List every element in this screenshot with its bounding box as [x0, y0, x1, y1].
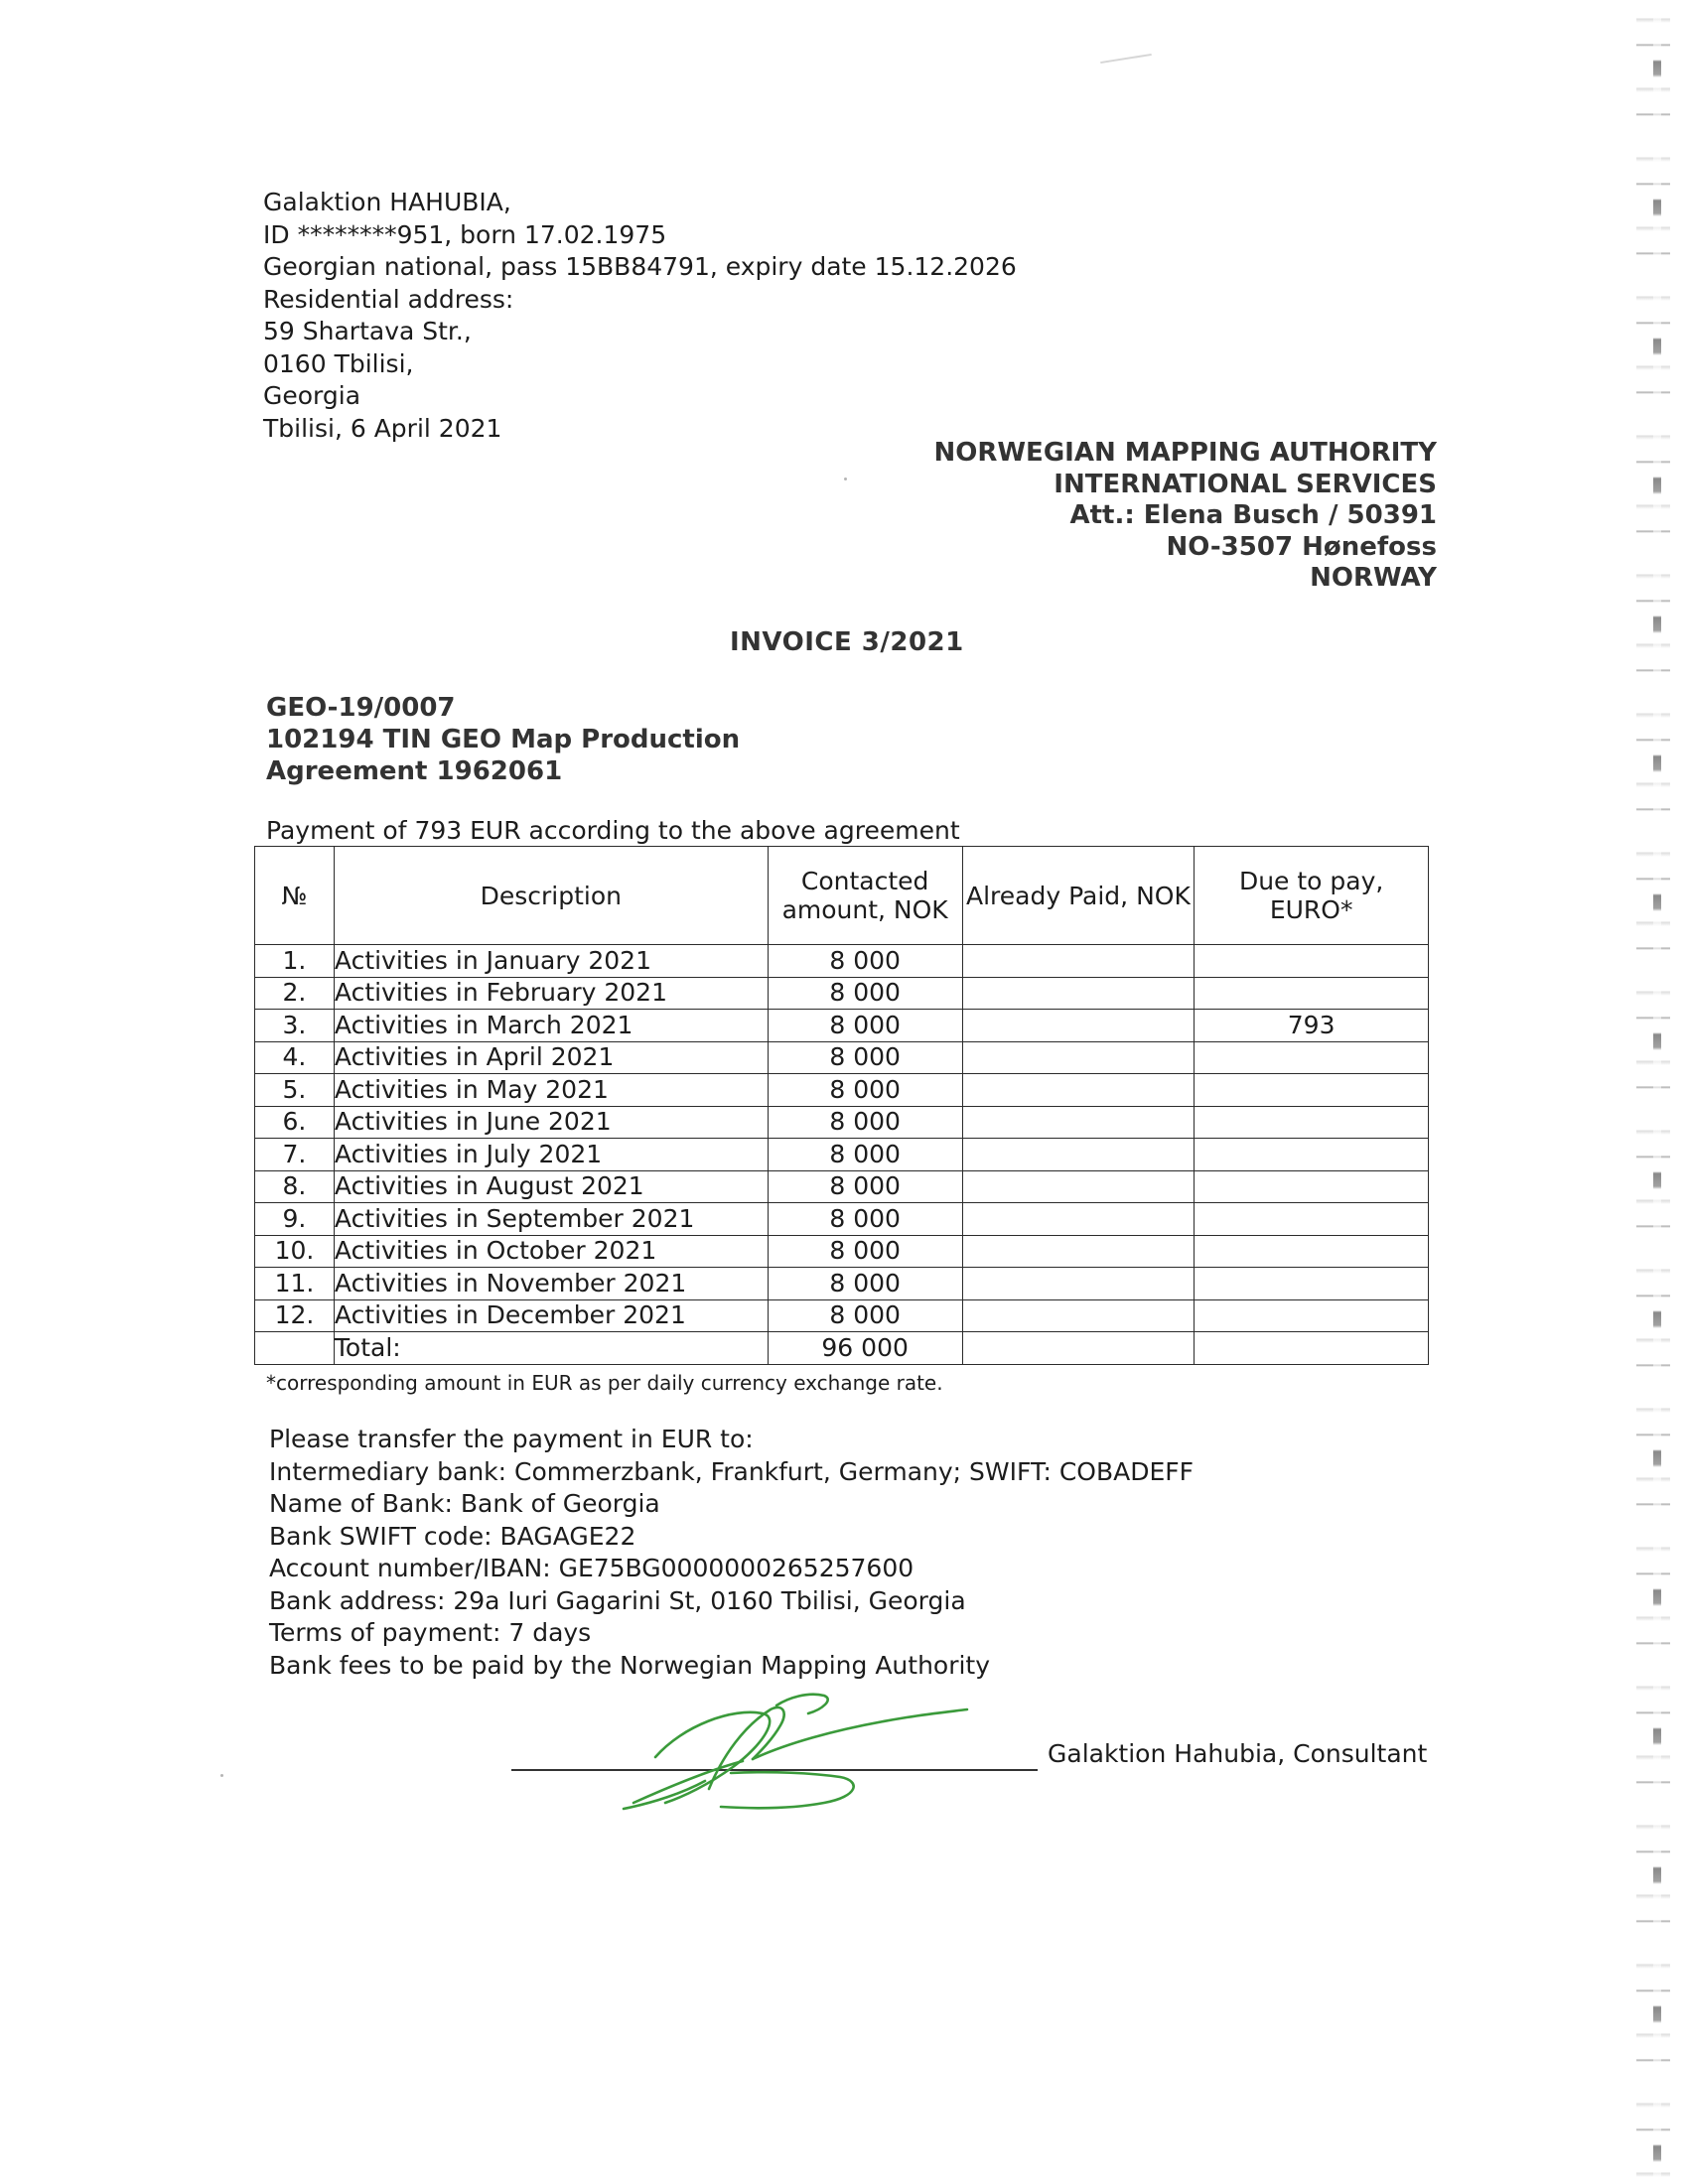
cell-amount: 8 000	[768, 1235, 962, 1268]
cell-already-paid	[962, 1268, 1195, 1300]
cell-due	[1195, 1041, 1429, 1074]
cell-amount: 8 000	[768, 977, 962, 1010]
cell-description: Activities in September 2021	[334, 1203, 768, 1236]
invoice-table	[254, 846, 1429, 1365]
sender-passport: Georgian national, pass 15BB84791, expiry date 15.12.2026	[263, 252, 1017, 281]
cell-amount: 8 000	[768, 1010, 962, 1042]
header-contracted-amount: Contacted amount, NOK	[768, 847, 962, 945]
recipient-attention: Att.: Elena Busch / 50391	[1069, 500, 1437, 530]
cell-amount: 8 000	[768, 1106, 962, 1139]
table-caption: Payment of 793 EUR according to the above agreement	[266, 816, 960, 845]
cell-due: 793	[1195, 1010, 1429, 1042]
total-row	[255, 1332, 1429, 1365]
scan-edge-artifact	[1653, 0, 1661, 2184]
handwritten-signature	[614, 1686, 981, 1815]
cell-number: 5.	[255, 1074, 335, 1107]
cell-already-paid	[962, 1106, 1195, 1139]
table-row	[255, 977, 1429, 1010]
header-already-paid: Already Paid, NOK	[962, 847, 1195, 945]
scan-speck	[844, 478, 847, 480]
table-row	[255, 1203, 1429, 1236]
table-row	[255, 1041, 1429, 1074]
table-row	[255, 945, 1429, 978]
cell-amount: 8 000	[768, 1041, 962, 1074]
cell-description: Activities in October 2021	[334, 1235, 768, 1268]
account-iban: Account number/IBAN: GE75BG0000000265257600	[269, 1554, 914, 1582]
cell-due	[1195, 1268, 1429, 1300]
cell-number: 8.	[255, 1170, 335, 1203]
cell-already-paid	[962, 1010, 1195, 1042]
signer-name: Galaktion Hahubia, Consultant	[1048, 1739, 1428, 1768]
header-number: №	[255, 847, 335, 945]
cell-description: Activities in August 2021	[334, 1170, 768, 1203]
total-cell-number	[255, 1332, 335, 1365]
cell-due	[1195, 1074, 1429, 1107]
bank-address: Bank address: 29a Iuri Gagarini St, 0160 Tbilisi, Georgia	[269, 1585, 966, 1615]
table-row	[255, 1235, 1429, 1268]
recipient-dept: INTERNATIONAL SERVICES	[1054, 469, 1437, 499]
cell-description: Activities in December 2021	[334, 1299, 768, 1332]
table-row	[255, 1106, 1429, 1139]
table-row	[255, 1010, 1429, 1042]
bank-name: Name of Bank: Bank of Georgia	[269, 1489, 660, 1518]
recipient-country: NORWAY	[1310, 563, 1437, 593]
cell-already-paid	[962, 1299, 1195, 1332]
cell-number: 11.	[255, 1268, 335, 1300]
sender-street: 59 Shartava Str.,	[263, 317, 472, 345]
cell-already-paid	[962, 945, 1195, 978]
table-row	[255, 1074, 1429, 1107]
cell-already-paid	[962, 1170, 1195, 1203]
cell-description: Activities in May 2021	[334, 1074, 768, 1107]
sender-city: 0160 Tbilisi,	[263, 348, 414, 378]
cell-amount: 8 000	[768, 945, 962, 978]
header-due-to-pay: Due to pay, EURO*	[1195, 847, 1429, 945]
cell-number: 10.	[255, 1235, 335, 1268]
table-row	[255, 1299, 1429, 1332]
total-cell-amount: 96 000	[768, 1332, 962, 1365]
cell-due	[1195, 1170, 1429, 1203]
payment-terms: Terms of payment: 7 days	[269, 1618, 592, 1647]
cell-amount: 8 000	[768, 1268, 962, 1300]
sender-id: ID ********951, born 17.02.1975	[263, 219, 667, 249]
cell-already-paid	[962, 1074, 1195, 1107]
table-header-row	[255, 847, 1429, 945]
total-cell-already-paid	[962, 1332, 1195, 1365]
cell-already-paid	[962, 1139, 1195, 1171]
cell-amount: 8 000	[768, 1074, 962, 1107]
cell-description: Activities in March 2021	[334, 1010, 768, 1042]
cell-due	[1195, 977, 1429, 1010]
table-row	[255, 1170, 1429, 1203]
total-cell-due	[1195, 1332, 1429, 1365]
cell-already-paid	[962, 1203, 1195, 1236]
cell-number: 9.	[255, 1203, 335, 1236]
sender-block	[263, 187, 1017, 445]
recipient-org: NORWEGIAN MAPPING AUTHORITY	[933, 438, 1437, 468]
cell-number: 7.	[255, 1139, 335, 1171]
cell-due	[1195, 945, 1429, 978]
cell-amount: 8 000	[768, 1170, 962, 1203]
header-description: Description	[334, 847, 768, 945]
cell-amount: 8 000	[768, 1299, 962, 1332]
cell-number: 1.	[255, 945, 335, 978]
cell-description: Activities in June 2021	[334, 1106, 768, 1139]
cell-already-paid	[962, 1235, 1195, 1268]
project-code: GEO-19/0007	[266, 693, 456, 723]
footnote: *corresponding amount in EUR as per daily currency exchange rate.	[266, 1371, 943, 1395]
cell-already-paid	[962, 1041, 1195, 1074]
cell-number: 3.	[255, 1010, 335, 1042]
agreement-number: Agreement 1962061	[266, 756, 563, 786]
cell-due	[1195, 1203, 1429, 1236]
payment-intro: Please transfer the payment in EUR to:	[269, 1425, 754, 1453]
cell-due	[1195, 1139, 1429, 1171]
table-row	[255, 1139, 1429, 1171]
cell-due	[1195, 1299, 1429, 1332]
sender-country: Georgia	[263, 381, 361, 410]
cell-description: Activities in January 2021	[334, 945, 768, 978]
cell-number: 6.	[255, 1106, 335, 1139]
cell-already-paid	[962, 977, 1195, 1010]
cell-description: Activities in November 2021	[334, 1268, 768, 1300]
cell-amount: 8 000	[768, 1203, 962, 1236]
table-row	[255, 1268, 1429, 1300]
cell-amount: 8 000	[768, 1139, 962, 1171]
invoice-references	[266, 692, 740, 787]
cell-number: 2.	[255, 977, 335, 1010]
recipient-block	[934, 438, 1438, 595]
invoice-title: INVOICE 3/2021	[730, 627, 964, 657]
stray-mark	[1100, 54, 1152, 64]
cell-number: 4.	[255, 1041, 335, 1074]
sender-date: Tbilisi, 6 April 2021	[263, 413, 502, 443]
sender-address-label: Residential address:	[263, 284, 514, 314]
scan-speck	[220, 1774, 223, 1777]
cell-description: Activities in February 2021	[334, 977, 768, 1010]
project-name: 102194 TIN GEO Map Production	[266, 725, 741, 754]
cell-description: Activities in April 2021	[334, 1041, 768, 1074]
bank-fees: Bank fees to be paid by the Norwegian Mapping Authority	[269, 1650, 991, 1680]
cell-due	[1195, 1106, 1429, 1139]
bank-swift: Bank SWIFT code: BAGAGE22	[269, 1521, 636, 1551]
cell-number: 12.	[255, 1299, 335, 1332]
cell-description: Activities in July 2021	[334, 1139, 768, 1171]
intermediary-bank: Intermediary bank: Commerzbank, Frankfurt, Germany; SWIFT: COBADEFF	[269, 1456, 1195, 1486]
payment-instructions	[269, 1424, 1194, 1682]
recipient-postcode: NO-3507 Hønefoss	[1166, 531, 1437, 562]
total-cell-description: Total:	[334, 1332, 768, 1365]
cell-due	[1195, 1235, 1429, 1268]
sender-name: Galaktion HAHUBIA,	[263, 188, 511, 216]
